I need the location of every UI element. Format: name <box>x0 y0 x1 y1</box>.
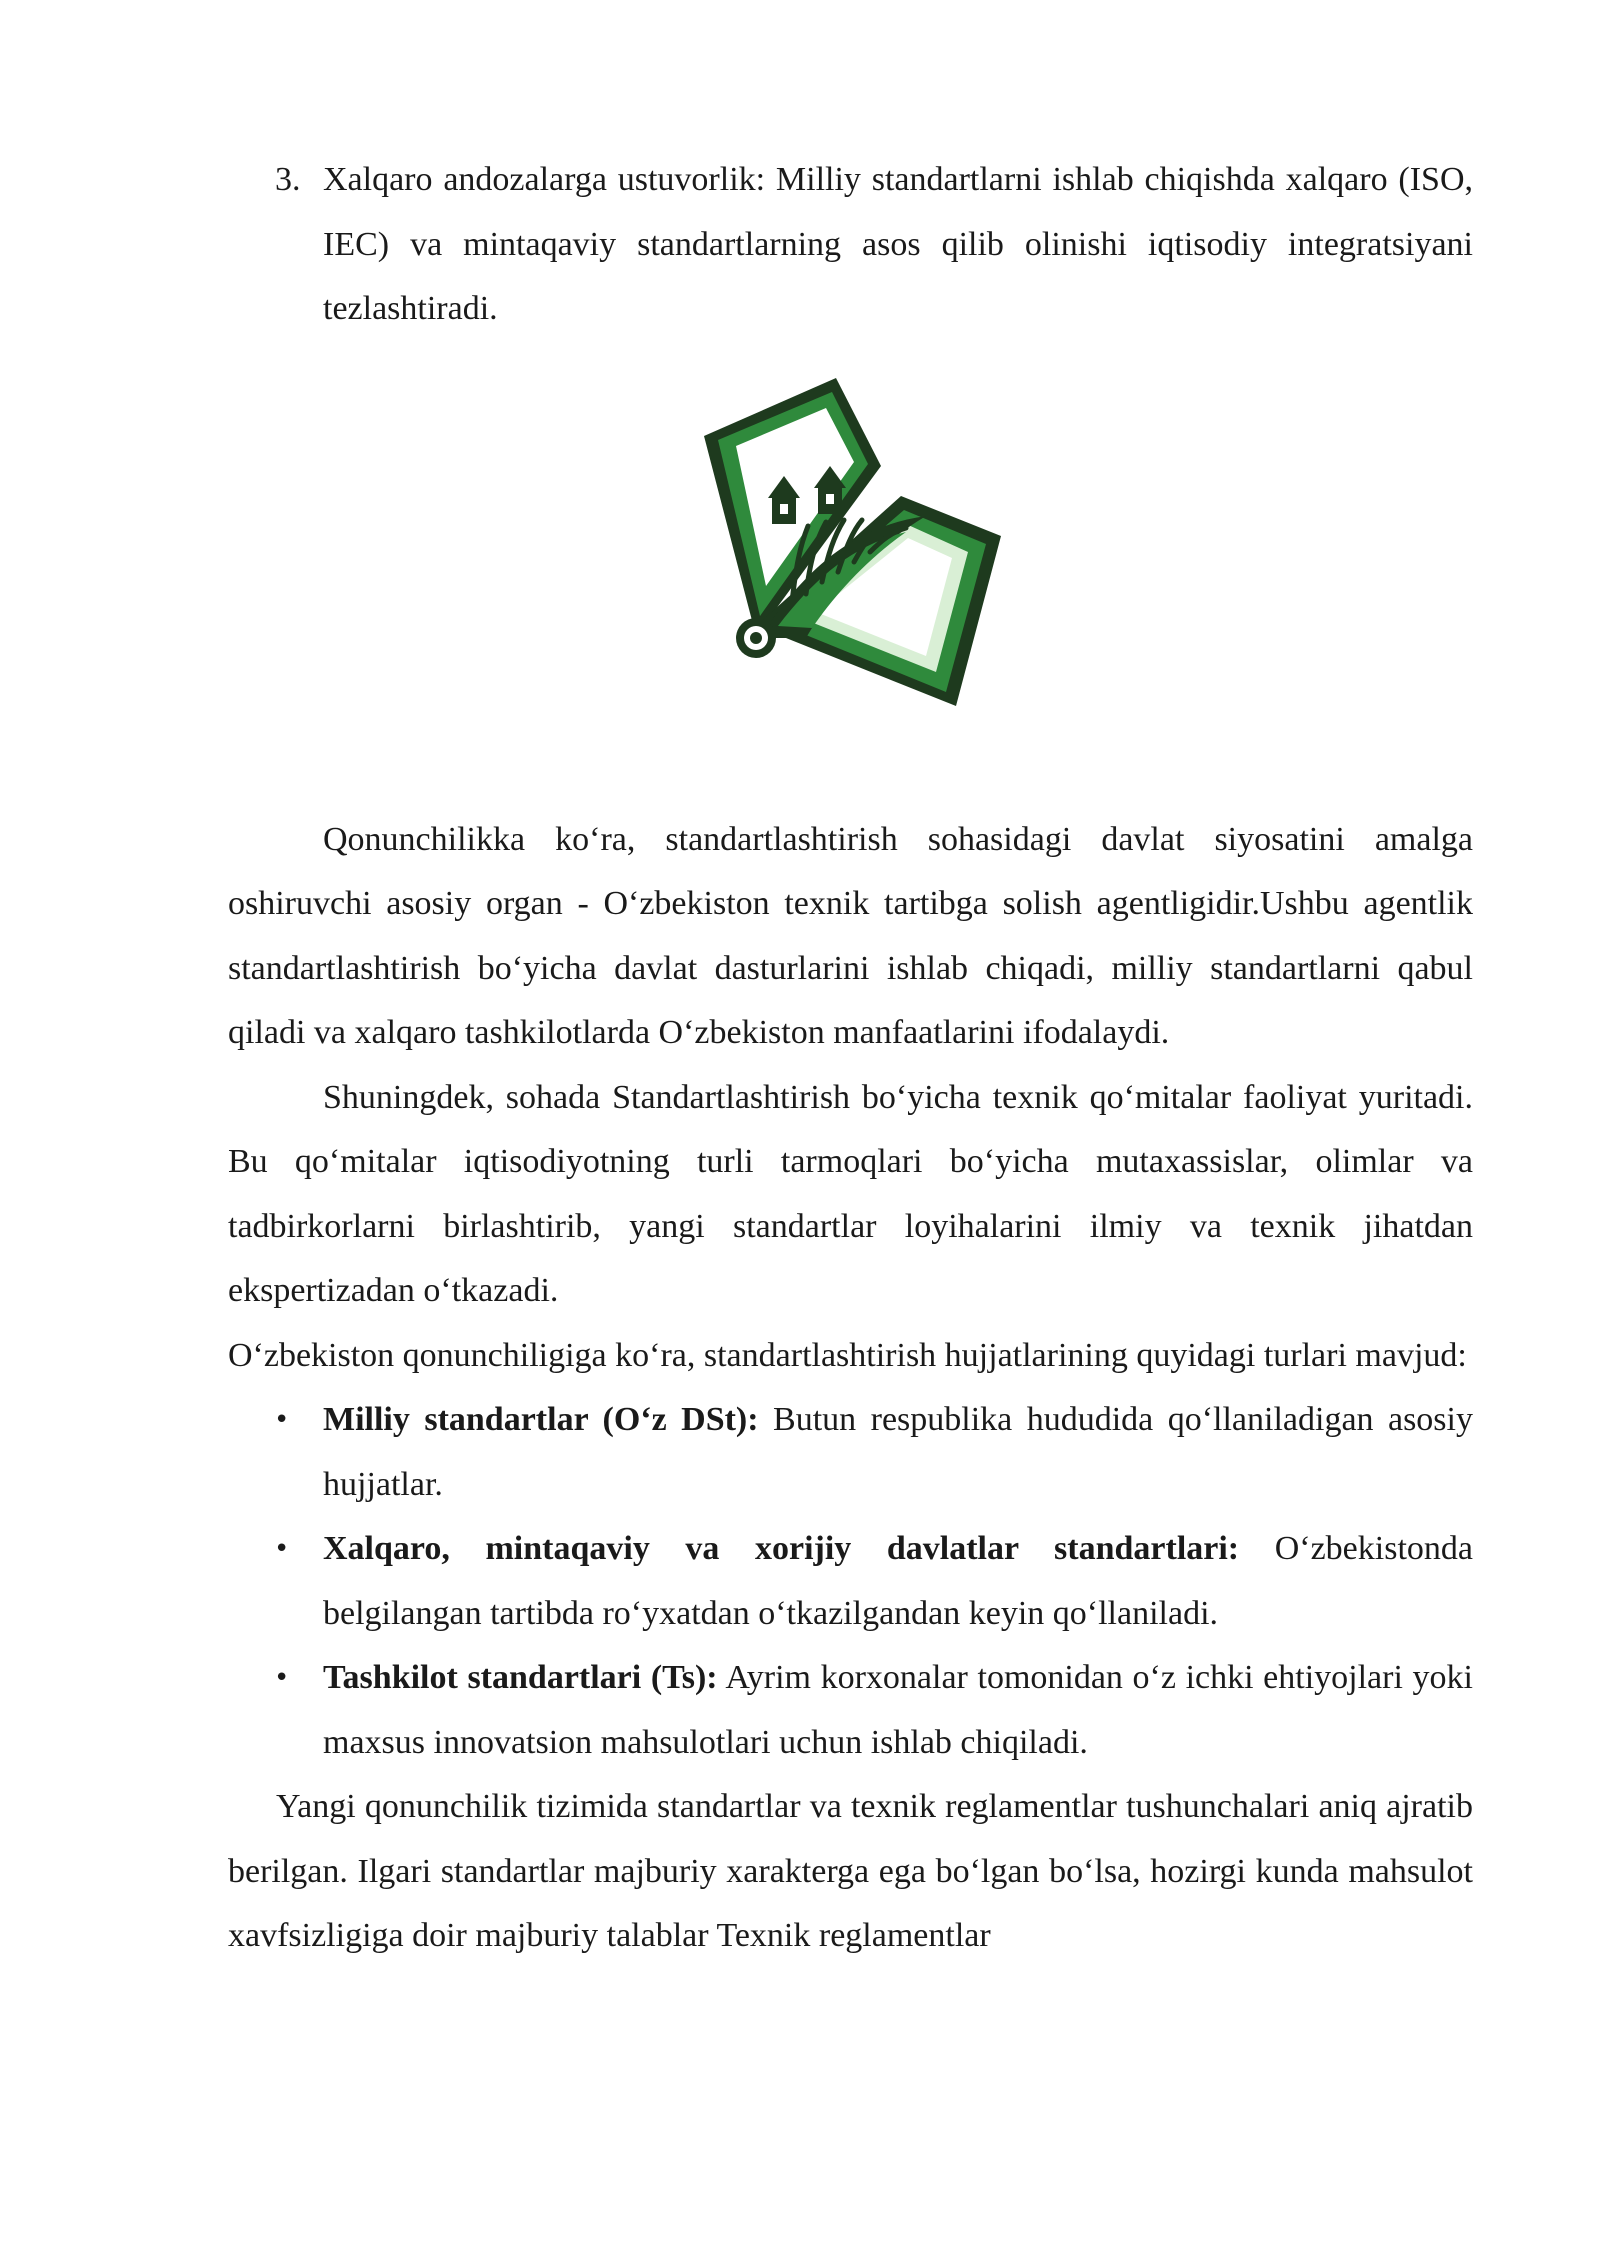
bullet-icon: • <box>274 1534 290 1564</box>
list-item-term: Tashkilot standartlari (Ts): <box>323 1659 718 1696</box>
bullet-icon: • <box>274 1663 290 1693</box>
paragraph-committees: Shuningdek, sohada Standartlashtirish bo‘yicha texnik qo‘mitalar faoliyat yuritadi. Bu qo‘mitalar iqtisodiyotning turli tarmoqlari bo‘yicha mutaxassislar, olimlar va tadbirkorlarni birlashtirib, yangi standartlar loyihalarini ilmiy va texnik jihatdan ekspertizadan o‘tkazadi. <box>228 1078 1473 1309</box>
list-item-term: Xalqaro, mintaqaviy va xorijiy davlatlar standartlari: <box>323 1530 1240 1567</box>
list-item-desc: Ayrim korxonalar tomonidan o‘z ichki ehtiyojlari yoki maxsus innovatsion mahsulotlari uchun ishlab chiqiladi. <box>323 1659 1473 1761</box>
paragraph-document-types: O‘zbekiston qonunchiligiga ko‘ra, standartlashtirish hujjatlarining quyidagi turlari mavjud: <box>228 1336 1467 1374</box>
list-item <box>228 1517 1473 1646</box>
list-item-desc: Butun respublika hududida qo‘llaniladigan asosiy hujjatlar. <box>323 1401 1473 1503</box>
item-text: Xalqaro andozalarga ustuvorlik: Milliy standartlarni ishlab chiqishda xalqaro (ISO, IEC) va mintaqaviy standartlarning asos qilib olinishi iqtisodiy integratsiyani tezlashtiradi. <box>323 161 1473 327</box>
list-item-desc: O‘zbekistonda belgilangan tartibda ro‘yxatdan o‘tkazilgandan keyin qo‘llaniladi. <box>323 1530 1473 1632</box>
open-book-with-houses-icon <box>696 376 1006 716</box>
paragraph-regulations: Yangi qonunchilik tizimida standartlar va texnik reglamentlar tushunchalari aniq ajratib berilgan. Ilgari standartlar majburiy xarakterga ega bo‘lgan bo‘lsa, hozirgi kunda mahsulot xavfsizligiga doir majburiy talablar Texnik reglamentlar <box>228 1788 1473 1954</box>
paragraph-agency: Qonunchilikka ko‘ra, standartlashtirish sohasidagi davlat siyosatini amalga oshiruvchi asosiy organ - O‘zbekiston texnik tartibga solish agentligidir.Ushbu agentlik standartlashtirish bo‘yicha davlat dasturlarini ishlab chiqadi, milliy standartlarni qabul qiladi va xalqaro tashkilotlarda O‘zbekiston manfaatlarini ifodalaydi. <box>228 820 1473 1051</box>
numbered-item-3 <box>228 148 1473 342</box>
list-item-term: Milliy standartlar (O‘z DSt): <box>323 1401 759 1438</box>
item-number: 3. <box>275 161 301 198</box>
page-content <box>228 148 1473 1969</box>
document-types-list <box>228 1388 1473 1775</box>
list-item <box>228 1388 1473 1517</box>
illustration <box>228 342 1473 808</box>
bullet-icon: • <box>274 1405 290 1435</box>
list-item <box>228 1646 1473 1775</box>
